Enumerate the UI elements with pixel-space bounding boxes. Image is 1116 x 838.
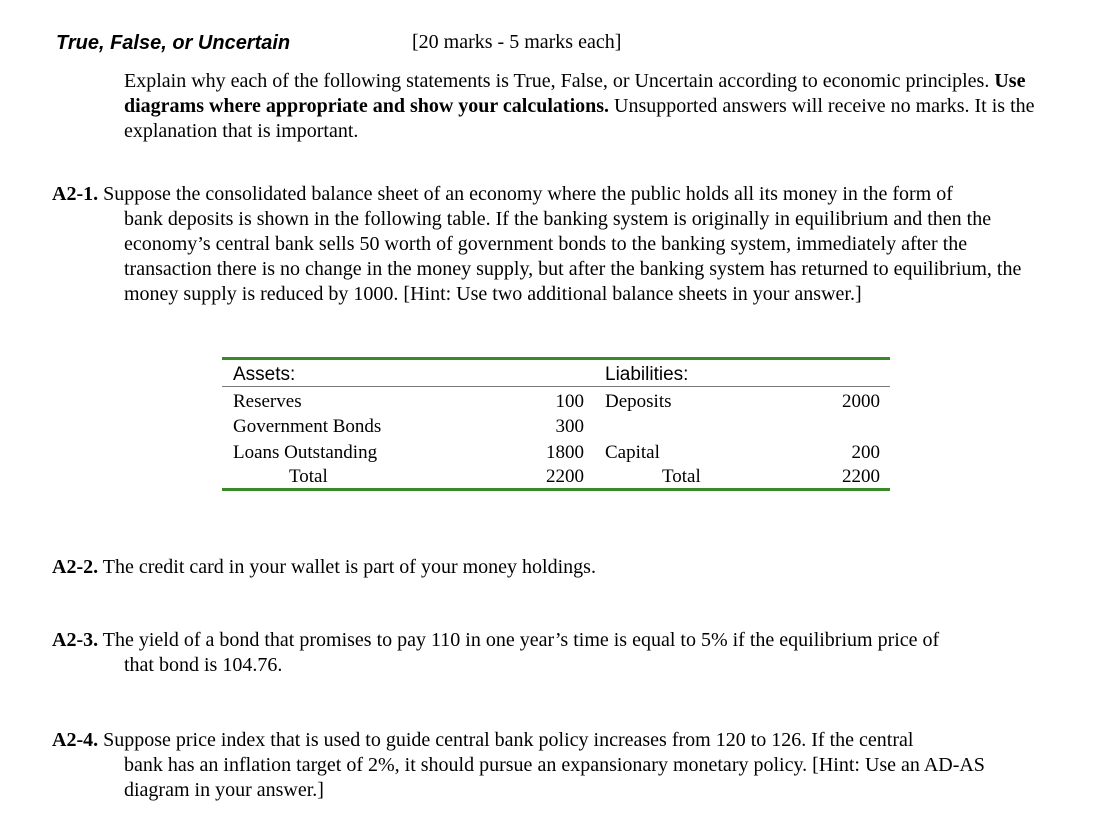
question-text-continued: bank has an inflation target of 2%, it should pursue an expansionary monetary policy. [Hint: Use an AD-AS diagram in your answer.] xyxy=(124,754,985,801)
question-a2-2 xyxy=(52,555,1052,580)
question-number: A2-4. xyxy=(52,729,99,751)
question-a2-1 xyxy=(52,182,1052,307)
liabilities-total-label: Total xyxy=(662,466,701,487)
section-marks: [20 marks - 5 marks each] xyxy=(412,31,622,53)
instructions-text-1: Explain why each of the following statements is True, False, or Uncertain according to economic principles. xyxy=(124,70,990,92)
instructions-text-2: Unsupported answers will receive no marks. It is the explanation that is important. xyxy=(124,95,1035,142)
liabilities-header: Liabilities: xyxy=(605,364,689,385)
liability-value: 200 xyxy=(851,442,880,463)
table-header-rule xyxy=(222,386,890,387)
question-text-continued: bank deposits is shown in the following table. If the banking system is originally in equilibrium and then the economy’s central bank sells 50 worth of government bonds to the banking system, immediately after the transaction there is no change in the money supply, but after the banking system has returned to equilibrium, the money supply is reduced by 1000. [Hint: Use two additional balance sheets in your answer.] xyxy=(124,208,1022,305)
section-title: True, False, or Uncertain xyxy=(56,32,291,54)
assets-total-label: Total xyxy=(289,466,328,487)
assets-header: Assets: xyxy=(233,364,296,385)
liability-label: Capital xyxy=(605,442,660,463)
asset-value: 1800 xyxy=(546,442,584,463)
question-text: The yield of a bond that promises to pay 110 in one year’s time is equal to 5% if the equilibrium price of xyxy=(102,629,940,651)
instructions-bold: Use diagrams where appropriate and show your calculations. xyxy=(124,70,1026,117)
question-a2-4 xyxy=(52,728,1052,803)
question-a2-3 xyxy=(52,628,1052,678)
liabilities-total-value: 2200 xyxy=(842,466,880,487)
question-number: A2-1. xyxy=(52,183,99,205)
liability-label: Deposits xyxy=(605,391,672,412)
question-number: A2-2. xyxy=(52,556,99,578)
question-text: Suppose the consolidated balance sheet of an economy where the public holds all its money in the form of xyxy=(103,183,953,205)
liability-value: 2000 xyxy=(842,391,880,412)
table-top-rule xyxy=(222,357,890,360)
question-number: A2-3. xyxy=(52,629,99,651)
asset-value: 100 xyxy=(555,391,584,412)
asset-value: 300 xyxy=(555,416,584,437)
asset-label: Government Bonds xyxy=(233,416,382,437)
asset-label: Reserves xyxy=(233,391,302,412)
instructions xyxy=(124,69,1054,144)
assets-total-value: 2200 xyxy=(546,466,584,487)
question-text: The credit card in your wallet is part of your money holdings. xyxy=(102,556,596,578)
question-text-continued: that bond is 104.76. xyxy=(124,654,283,676)
question-text: Suppose price index that is used to guide central bank policy increases from 120 to 126. If the central xyxy=(98,729,914,751)
asset-label: Loans Outstanding xyxy=(233,442,378,463)
